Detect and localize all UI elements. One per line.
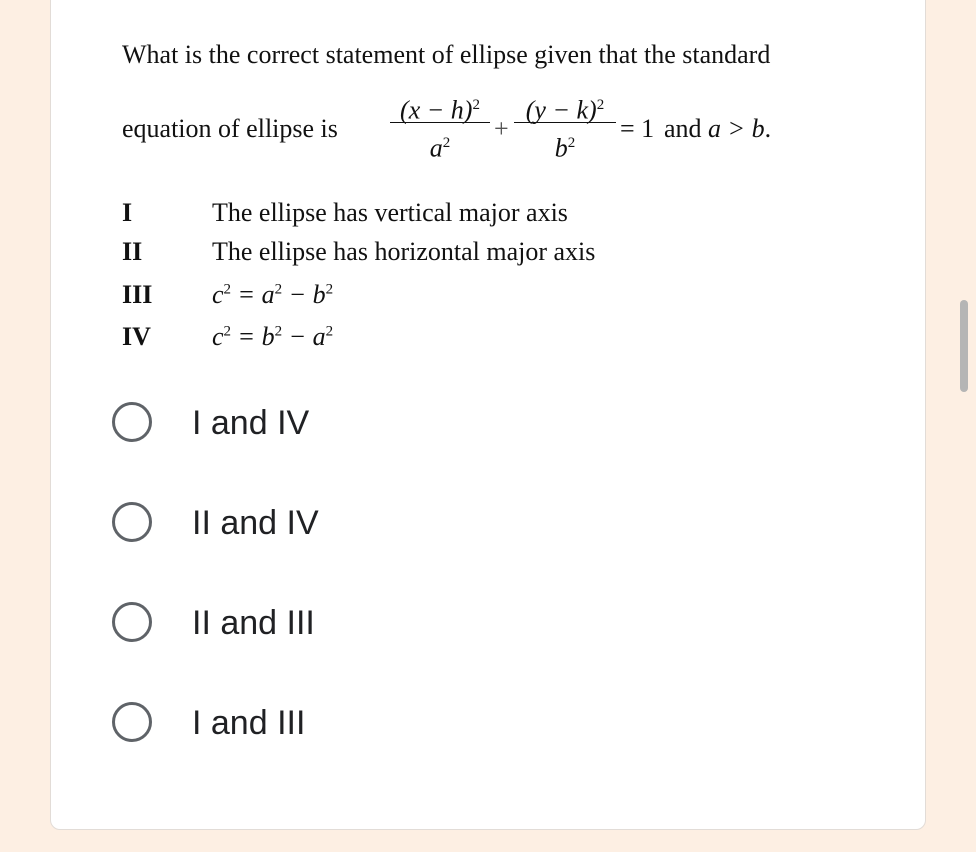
formula-exp: 2: [223, 281, 232, 298]
frac2-numerator: (y − k): [525, 95, 597, 125]
statement-formula-iv: [212, 322, 333, 352]
statement-text-i: The ellipse has vertical major axis: [212, 198, 568, 227]
plus-sign: +: [494, 114, 509, 143]
radio-button[interactable]: [112, 502, 152, 542]
scrollbar-thumb[interactable]: [960, 300, 968, 392]
option-ii-and-iii[interactable]: [108, 592, 508, 652]
radio-button[interactable]: [112, 602, 152, 642]
formula-exp: 2: [223, 323, 232, 340]
formula-minus: − b: [282, 280, 326, 309]
option-label: I and IV: [192, 404, 310, 442]
question-line-2-prefix: equation of ellipse is: [122, 114, 338, 143]
frac2-denominator: b: [554, 133, 568, 163]
statement-number-ii: II: [122, 237, 143, 266]
frac1-denominator: a: [429, 133, 443, 163]
condition: [664, 114, 771, 144]
option-i-and-iii[interactable]: [108, 692, 508, 752]
formula-exp: 2: [325, 281, 334, 298]
formula-minus: − a: [282, 322, 326, 351]
frac1-numerator: (x − h): [400, 95, 473, 125]
radio-button[interactable]: [112, 402, 152, 442]
condition-math: a > b: [708, 114, 765, 143]
equals-one: = 1: [620, 114, 655, 143]
statement-number-iv: IV: [122, 322, 151, 351]
option-i-and-iv[interactable]: [108, 392, 508, 452]
statement-text-ii: The ellipse has horizontal major axis: [212, 237, 596, 266]
condition-end: .: [764, 114, 772, 143]
option-label: II and III: [192, 604, 315, 642]
condition-word: and: [664, 114, 702, 143]
option-ii-and-iv[interactable]: [108, 492, 508, 552]
frac2-den-exponent: 2: [567, 135, 576, 151]
formula-exp: 2: [274, 281, 283, 298]
formula-exp: 2: [325, 323, 334, 340]
formula-c: c: [212, 280, 224, 309]
formula-c: c: [212, 322, 224, 351]
option-label: I and III: [192, 704, 306, 742]
question-line-1: What is the correct statement of ellipse given that the standard: [122, 40, 771, 69]
frac2-num-exponent: 2: [596, 97, 605, 113]
frac1-den-exponent: 2: [442, 135, 451, 151]
fraction-y-term: [514, 88, 616, 163]
formula-exp: 2: [274, 323, 283, 340]
fraction-x-term: [390, 88, 490, 163]
statement-number-i: I: [122, 198, 133, 227]
formula-mid: = b: [231, 322, 275, 351]
option-label: II and IV: [192, 504, 319, 542]
statement-formula-iii: [212, 280, 333, 310]
formula-mid: = a: [231, 280, 275, 309]
radio-button[interactable]: [112, 702, 152, 742]
frac1-num-exponent: 2: [472, 97, 480, 113]
statement-number-iii: III: [122, 280, 153, 309]
